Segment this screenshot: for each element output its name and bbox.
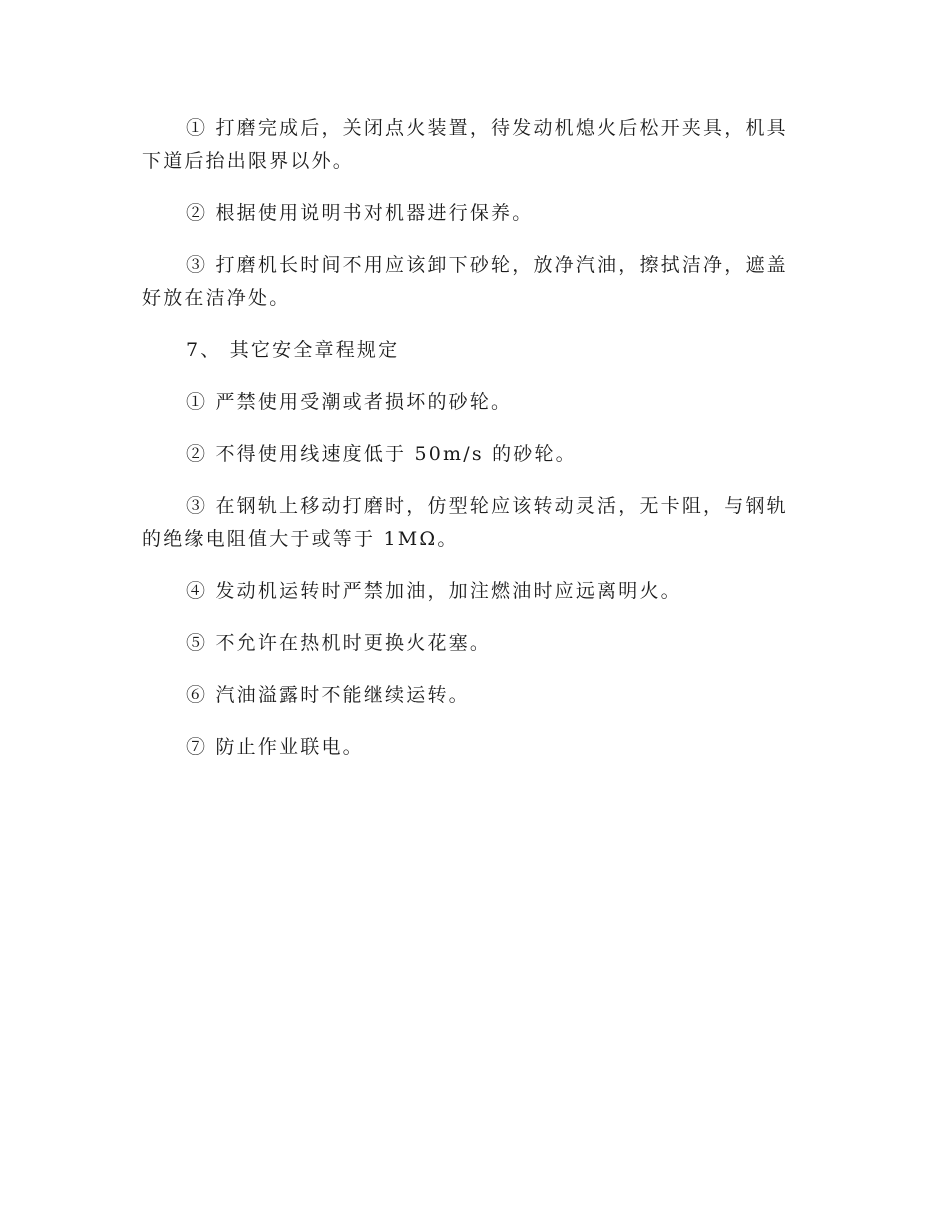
paragraph-item-3: ③ 打磨机长时间不用应该卸下砂轮，放净汽油，擦拭洁净，遮盖好放在洁净处。 xyxy=(142,254,788,309)
section-heading: 7、 其它安全章程规定 xyxy=(186,339,400,361)
rule-item-3: ③ 在钢轨上移动打磨时，仿型轮应该转动灵活，无卡阻，与钢轨的绝缘电阻值大于或等于 1MΩ。 xyxy=(142,495,788,550)
rule-item-7: ⑦ 防止作业联电。 xyxy=(186,736,364,758)
document-body xyxy=(142,112,804,783)
rule-item-4: ④ 发动机运转时严禁加油，加注燃油时应远离明火。 xyxy=(186,580,682,602)
paragraph-item-1: ① 打磨完成后，关闭点火装置，待发动机熄火后松开夹具，机具下道后抬出限界以外。 xyxy=(142,117,788,172)
paragraph-item-2: ② 根据使用说明书对机器进行保养。 xyxy=(186,202,534,224)
rule-item-6: ⑥ 汽油溢露时不能继续运转。 xyxy=(186,684,470,706)
rule-item-1: ① 严禁使用受潮或者损坏的砂轮。 xyxy=(186,391,513,413)
rule-item-2: ② 不得使用线速度低于 50m/s 的砂轮。 xyxy=(186,443,577,465)
rule-item-5: ⑤ 不允许在热机时更换火花塞。 xyxy=(186,632,492,654)
